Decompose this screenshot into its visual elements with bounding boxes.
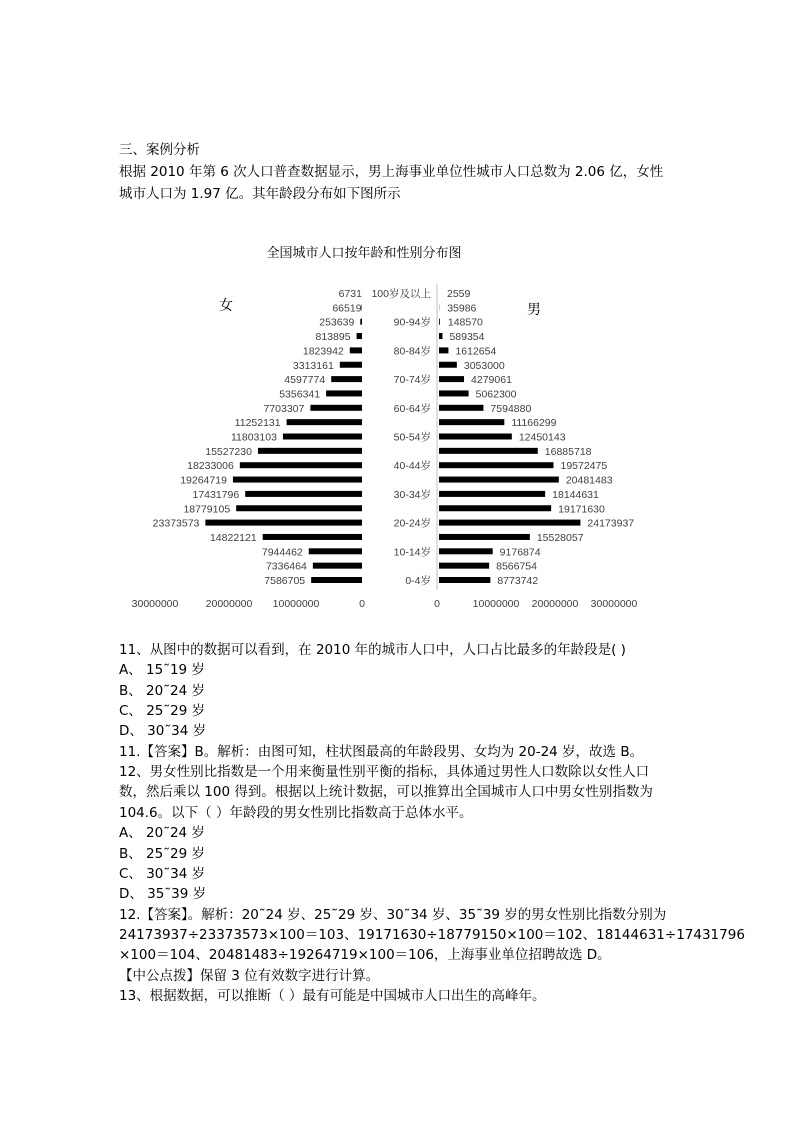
male-bar xyxy=(439,577,490,583)
male-axis-tick: 20000000 xyxy=(531,598,579,610)
male-bar xyxy=(439,505,551,511)
female-axis-tick: 10000000 xyxy=(272,598,320,610)
male-axis-tick: 10000000 xyxy=(472,598,520,610)
male-bar xyxy=(439,462,553,468)
female-bar xyxy=(360,319,362,325)
age-group-label: 50-54岁 xyxy=(393,431,431,444)
male-bar xyxy=(439,390,469,396)
question-text-line: A、 20˜24 岁 xyxy=(119,825,205,842)
male-label: 男 xyxy=(527,301,541,317)
male-value-label: 8566754 xyxy=(496,560,538,573)
female-value-label: 23373573 xyxy=(152,517,200,530)
male-value-label: 35986 xyxy=(447,302,477,315)
question-text-line: B、 25˜29 岁 xyxy=(119,845,205,862)
female-label: 女 xyxy=(219,297,233,313)
male-bar xyxy=(439,520,580,526)
female-bar xyxy=(287,419,362,425)
female-bar xyxy=(311,577,362,583)
female-value-label: 19264719 xyxy=(180,474,227,487)
female-value-label: 17431796 xyxy=(192,488,240,501)
question-text-line: 数，然后乘以 100 得到。根据以上统计数据，可以推算出全国城市人口中男女性别指数为 xyxy=(119,784,653,801)
female-bar xyxy=(236,505,362,511)
female-bar xyxy=(331,376,362,382)
male-bar xyxy=(439,548,493,554)
male-value-label: 4279061 xyxy=(471,374,512,387)
female-value-label: 7336464 xyxy=(265,560,307,573)
male-value-label: 24173937 xyxy=(587,517,635,530)
question-text-line: 【中公点拨】保留 3 位有效数字进行计算。 xyxy=(119,967,380,984)
male-value-label: 19171630 xyxy=(558,503,605,516)
female-bar xyxy=(357,333,362,339)
female-bar xyxy=(309,548,362,554)
question-text-line: A、 15˜19 岁 xyxy=(119,662,205,679)
male-value-label: 7594880 xyxy=(490,402,532,415)
male-axis-tick: 30000000 xyxy=(590,598,638,610)
question-text-line: C、 30˜34 岁 xyxy=(119,865,206,882)
male-bar xyxy=(439,362,457,368)
male-value-label: 8773742 xyxy=(497,575,539,587)
age-group-label: 10-14岁 xyxy=(393,546,431,559)
male-value-label: 1612654 xyxy=(455,345,497,358)
male-bar xyxy=(439,319,440,325)
female-value-label: 7586705 xyxy=(264,575,306,587)
female-bar xyxy=(326,390,362,396)
male-value-label: 18144631 xyxy=(552,488,599,501)
female-bar xyxy=(258,448,362,454)
age-group-label: 40-44岁 xyxy=(393,460,431,473)
male-value-label: 12450143 xyxy=(518,431,566,444)
male-value-label: 9176874 xyxy=(499,546,541,559)
male-value-label: 2559 xyxy=(447,288,471,300)
question-text-line: 11、从图中的数据可以看到，在 2010 年的城市人口中，人口占比最多的年龄段是( ) xyxy=(119,642,626,658)
male-bar xyxy=(439,405,483,411)
age-group-label: 60-64岁 xyxy=(393,402,431,415)
question-text-line: D、 35˜39 岁 xyxy=(119,886,207,903)
female-value-label: 6731 xyxy=(338,288,362,300)
question-text-line: 24173937÷23373573×100＝103、19171630÷18779150×100＝102、18144631÷17431796 xyxy=(119,926,745,943)
male-bar xyxy=(439,376,464,382)
male-bar xyxy=(439,563,489,569)
male-value-label: 5062300 xyxy=(475,388,517,401)
female-value-label: 66519 xyxy=(332,302,362,315)
male-axis-tick: 0 xyxy=(434,598,440,610)
male-value-label: 19572475 xyxy=(560,460,608,473)
question-text-line: B、 20˜24 岁 xyxy=(119,682,205,699)
female-bar xyxy=(310,405,362,411)
age-group-label: 70-74岁 xyxy=(393,374,431,387)
female-value-label: 14822121 xyxy=(209,531,257,544)
female-bar xyxy=(340,362,362,368)
question-text-line: 12、男女性别比指数是一个用来衡量性别平衡的指标，具体通过男性人口数除以女性人口 xyxy=(119,764,650,781)
age-group-label: 30-34岁 xyxy=(393,488,431,501)
question-text-line: 104.6。以下（ ）年龄段的男女性别比指数高于总体水平。 xyxy=(119,804,473,821)
chart-title: 全国城市人口按年龄和性别分布图 xyxy=(266,245,462,260)
male-bar xyxy=(439,333,442,339)
female-axis-tick: 30000000 xyxy=(131,598,179,610)
female-value-label: 813895 xyxy=(315,331,351,344)
female-value-label: 18233006 xyxy=(187,460,234,473)
intro-line-1: 根据 2010 年第 6 次人口普查数据显示，男上海事业单位性城市人口总数为 2.06 亿，女性 xyxy=(119,164,664,180)
female-bar xyxy=(283,434,362,440)
female-bar xyxy=(263,534,362,540)
question-text-line: C、 25˜29 岁 xyxy=(119,703,206,720)
male-value-label: 16885718 xyxy=(544,445,592,458)
female-bar xyxy=(205,520,362,526)
male-bar xyxy=(439,477,559,483)
section-heading: 三、案例分析 xyxy=(119,142,200,158)
female-bar xyxy=(313,563,362,569)
age-group-label: 80-84岁 xyxy=(393,345,431,358)
male-value-label: 148570 xyxy=(447,316,483,329)
male-bar xyxy=(439,534,530,540)
female-value-label: 11803103 xyxy=(230,431,277,444)
male-bar xyxy=(439,434,512,440)
female-value-label: 11252131 xyxy=(234,417,281,430)
male-value-label: 15528057 xyxy=(536,531,584,544)
intro-line-2: 城市人口为 1.97 亿。其年龄段分布如下图所示 xyxy=(119,186,401,202)
female-value-label: 1823942 xyxy=(302,345,344,358)
male-bar xyxy=(439,347,448,353)
male-bar xyxy=(439,419,504,425)
age-group-label: 100岁及以上 xyxy=(371,288,431,300)
male-value-label: 11166299 xyxy=(511,417,557,430)
age-group-label: 0-4岁 xyxy=(405,575,431,587)
question-text-line: 12.【答案】。解析：20˜24 岁、25˜29 岁、30˜34 岁、35˜39 岁的男女性别比指数分别为 xyxy=(119,906,667,923)
male-value-label: 20481483 xyxy=(565,474,613,487)
question-text-line: 13、根据数据，可以推断（ ）最有可能是中国城市人口出生的高峰年。 xyxy=(119,987,546,1004)
question-text-line: 11.【答案】B。解析：由图可知，柱状图最高的年龄段男、女均为 20-24 岁，故选 B。 xyxy=(119,743,644,760)
female-value-label: 15527230 xyxy=(205,445,252,458)
female-value-label: 7703307 xyxy=(263,402,305,415)
age-group-label: 20-24岁 xyxy=(393,517,431,530)
age-group-label: 90-94岁 xyxy=(393,316,431,329)
female-bar xyxy=(350,347,362,353)
male-value-label: 589354 xyxy=(449,331,485,344)
female-value-label: 18779105 xyxy=(183,503,231,516)
question-text-line: D、 30˜34 岁 xyxy=(119,723,207,740)
male-value-label: 3053000 xyxy=(463,359,505,372)
female-axis-tick: 20000000 xyxy=(205,598,253,610)
female-value-label: 4597774 xyxy=(284,374,326,387)
female-bar xyxy=(240,462,362,468)
female-value-label: 3313161 xyxy=(292,359,334,372)
female-axis-tick: 0 xyxy=(359,598,365,610)
female-bar xyxy=(245,491,362,497)
female-bar xyxy=(233,477,362,483)
question-text-line: ×100＝104、20481483÷19264719×100＝106，上海事业单位招聘故选 D。 xyxy=(119,947,611,964)
male-bar xyxy=(439,448,538,454)
female-value-label: 5356341 xyxy=(279,388,321,401)
male-bar xyxy=(439,491,545,497)
female-value-label: 7944462 xyxy=(261,546,303,559)
female-value-label: 253639 xyxy=(319,316,355,329)
